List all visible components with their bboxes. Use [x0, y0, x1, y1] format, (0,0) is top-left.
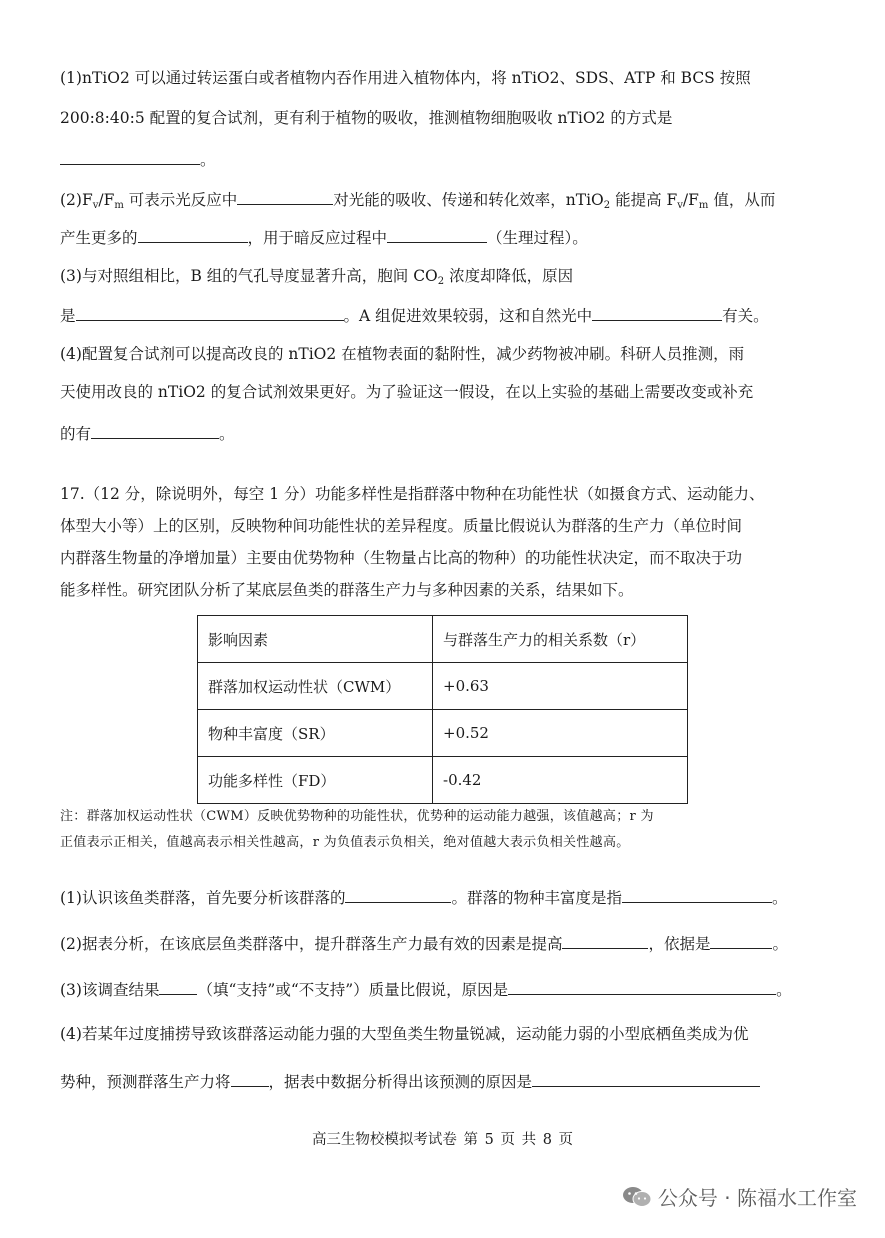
- q16-part1-line3: 。: [60, 148, 216, 170]
- q16-part4-line1: (4)配置复合试剂可以提高改良的 nTiO2 在植物表面的黏附性，减少药物被冲刷。科研人员推测，雨: [60, 345, 745, 363]
- q17-part2: (2)据表分析，在该底层鱼类群落中，提升群落生产力最有效的因素是提高 ，依据是 。: [60, 932, 788, 954]
- table-cell-value: +0.52: [433, 710, 688, 757]
- answer-blank[interactable]: [60, 148, 200, 165]
- table-cell-value: +0.63: [433, 663, 688, 710]
- answer-blank[interactable]: [76, 304, 344, 321]
- q17-part1: (1)认识该鱼类群落，首先要分析该群落的 。群落的物种丰富度是指 。: [60, 886, 788, 908]
- q17-part4-line1: (4)若某年过度捕捞导致该群落运动能力强的大型鱼类生物量锐减，运动能力弱的小型底栖鱼类成为优: [60, 1025, 749, 1043]
- answer-blank[interactable]: [231, 1070, 269, 1087]
- wechat-icon: [622, 1186, 652, 1208]
- answer-blank[interactable]: [592, 304, 722, 321]
- watermark: [622, 1182, 857, 1211]
- table-note-line2: 正值表示正相关，值越高表示相关性越高，r 为负值表示负相关，绝对值越大表示负相关性越高。: [60, 835, 630, 850]
- table-note-line1: 注：群落加权运动性状（CWM）反映优势物种的功能性状，优势种的运动能力越强，该值越高；r 为: [60, 809, 654, 824]
- q17-intro-line4: 能多样性。研究团队分析了某底层鱼类的群落生产力与多种因素的关系，结果如下。: [60, 581, 634, 599]
- table-header-row: [198, 616, 688, 663]
- q17-part3: (3)该调查结果 （填“支持”或“不支持”）质量比假说，原因是 。: [60, 978, 792, 1000]
- q16-part3-line2: 是 。A 组促进效果较弱，这和自然光中 有关。: [60, 304, 769, 326]
- answer-blank[interactable]: [91, 422, 219, 439]
- q16-part4-line2: 天使用改良的 nTiO2 的复合试剂效果更好。为了验证这一假设，在以上实验的基础上需要改变或补充: [60, 383, 754, 401]
- q17-part4-line2: 势种，预测群落生产力将 ，据表中数据分析得出该预测的原因是: [60, 1070, 760, 1092]
- answer-blank[interactable]: [387, 226, 487, 243]
- q17-intro-line1: 17.（12 分，除说明外，每空 1 分）功能多样性是指群落中物种在功能性状（如摄食方式、运动能力、: [60, 485, 765, 503]
- answer-blank[interactable]: [710, 932, 772, 949]
- table-row: [198, 757, 688, 804]
- table-cell-value: -0.42: [433, 757, 688, 804]
- table-row: [198, 710, 688, 757]
- answer-blank[interactable]: [237, 188, 333, 205]
- table-cell-factor: 功能多样性（FD）: [198, 757, 433, 804]
- q16-part4-line3: 的有 。: [60, 422, 235, 444]
- watermark-text: 公众号 · 陈福水工作室: [657, 1186, 857, 1210]
- q17-intro-line2: 体型大小等）上的区别，反映物种间功能性状的差异程度。质量比假说认为群落的生产力（单位时间: [60, 517, 743, 535]
- q16-part1-line2: 200:8:40:5 配置的复合试剂，更有利于植物的吸收，推测植物细胞吸收 nTiO2 的方式是: [60, 109, 673, 127]
- q16-part1-line1: (1)nTiO2 可以通过转运蛋白或者植物内吞作用进入植物体内，将 nTiO2、SDS、ATP 和 BCS 按照: [60, 69, 751, 87]
- q16-part2-line1: $(2)F_v/F_m$ 可表示光反应中 对光能的吸收、传递和转化效率，nTiO$_2$ 能提高 $F_v/F_m$ 值，从而: [60, 188, 775, 210]
- table-row: [198, 663, 688, 710]
- table-cell-factor: 群落加权运动性状（CWM）: [198, 663, 433, 710]
- answer-blank[interactable]: [508, 978, 776, 995]
- table-header-cell: 影响因素: [198, 616, 433, 663]
- answer-blank[interactable]: [562, 932, 648, 949]
- answer-blank[interactable]: [622, 886, 772, 903]
- correlation-table: [197, 615, 688, 804]
- q16-part3-line1: (3)与对照组相比，B 组的气孔导度显著升高，胞间 $CO_2$ 浓度却降低，原因: [60, 267, 574, 287]
- answer-blank[interactable]: [138, 226, 248, 243]
- table-cell-factor: 物种丰富度（SR）: [198, 710, 433, 757]
- answer-blank[interactable]: [345, 886, 451, 903]
- answer-blank[interactable]: [532, 1070, 760, 1087]
- answer-blank[interactable]: [159, 978, 197, 995]
- q17-intro-line3: 内群落生物量的净增加量）主要由优势物种（生物量占比高的物种）的功能性状决定，而不取决于功: [60, 549, 743, 567]
- table-header-cell: 与群落生产力的相关系数（r）: [433, 616, 688, 663]
- page-footer: 高三生物校模拟考试卷 第 5 页 共 8 页: [311, 1132, 574, 1148]
- q16-part2-line2: 产生更多的 ，用于暗反应过程中 （生理过程）。: [60, 226, 588, 248]
